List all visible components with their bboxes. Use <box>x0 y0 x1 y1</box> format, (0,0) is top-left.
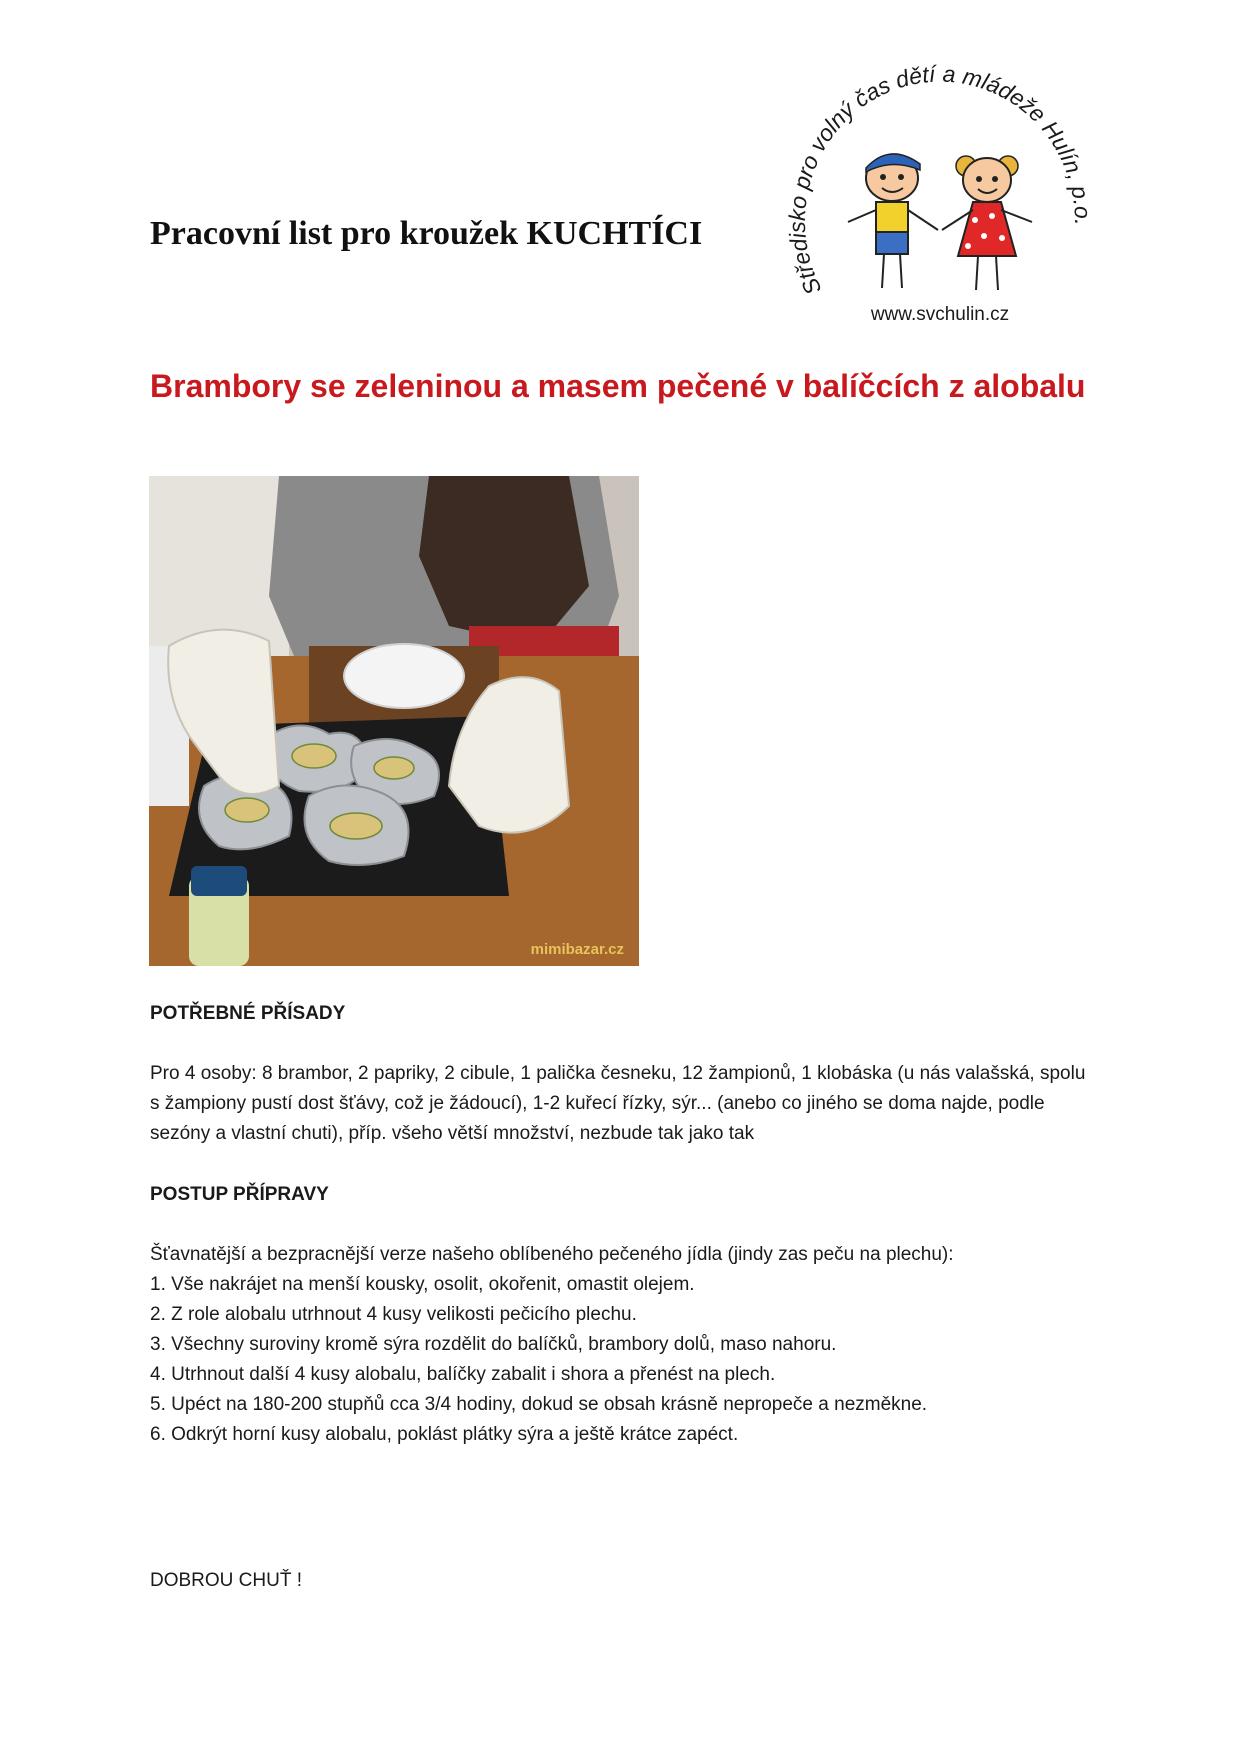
recipe-photo <box>149 476 639 966</box>
logo-arc-text: Středisko pro volný čas dětí a mládeže Hulín, p.o. <box>783 60 1097 300</box>
worksheet-title: Pracovní list pro kroužek KUCHTÍCI <box>150 215 703 252</box>
method-step: 3. Všechny suroviny kromě sýra rozdělit do balíčků, brambory dolů, maso nahoru. <box>150 1334 837 1355</box>
logo-url: www.svchulin.cz <box>870 304 1010 325</box>
ingredients-text: Pro 4 osoby: 8 brambor, 2 papriky, 2 cibule, 1 palička česneku, 12 žampionů, 1 klobáska (u nás valašská, spolu s žampiony pustí dost šťávy, což je žádoucí), 1-2 kuřecí řízky, sýr... (anebo co jiného se doma najde, podle sezóny a vlastní chuti), příp. všeho větší množství, nezbude tak jako tak <box>150 1063 1086 1144</box>
ingredients-heading: POTŘEBNÉ PŘÍSADY <box>150 1003 346 1024</box>
photo-watermark: mimibazar.cz <box>530 941 624 958</box>
method-step: 6. Odkrýt horní kusy alobalu, poklást plátky sýra a ještě krátce zapéct. <box>150 1424 739 1445</box>
method-step: 2. Z role alobalu utrhnout 4 kusy velikosti pečicího plechu. <box>150 1304 637 1325</box>
method-step: 5. Upéct na 180-200 stupňů cca 3/4 hodiny, dokud se obsah krásně nepropeče a nezměkne. <box>150 1394 928 1415</box>
closing-text: DOBROU CHUŤ ! <box>150 1570 302 1591</box>
method-intro: Šťavnatější a bezpracnější verze našeho oblíbeného pečeného jídla (jindy zas peču na plechu): <box>150 1244 954 1265</box>
method-heading: POSTUP PŘÍPRAVY <box>150 1184 329 1205</box>
recipe-title: Brambory se zeleninou a masem pečené v balíčcích z alobalu <box>150 368 1086 404</box>
method-steps <box>150 1270 1100 1450</box>
organization-logo <box>770 60 1110 340</box>
svg-text:Středisko pro volný čas dětí a <box>784 61 1096 300</box>
method-step: 4. Utrhnout další 4 kusy alobalu, balíčky zabalit i shora a přenést na plech. <box>150 1364 776 1385</box>
page-header <box>150 60 1110 340</box>
method-step: 1. Vše nakrájet na menší kousky, osolit, okořenit, omastit olejem. <box>150 1274 695 1295</box>
logo-girl-figure <box>942 156 1032 290</box>
logo-boy-figure <box>848 154 938 288</box>
method-section <box>150 1240 1100 1450</box>
